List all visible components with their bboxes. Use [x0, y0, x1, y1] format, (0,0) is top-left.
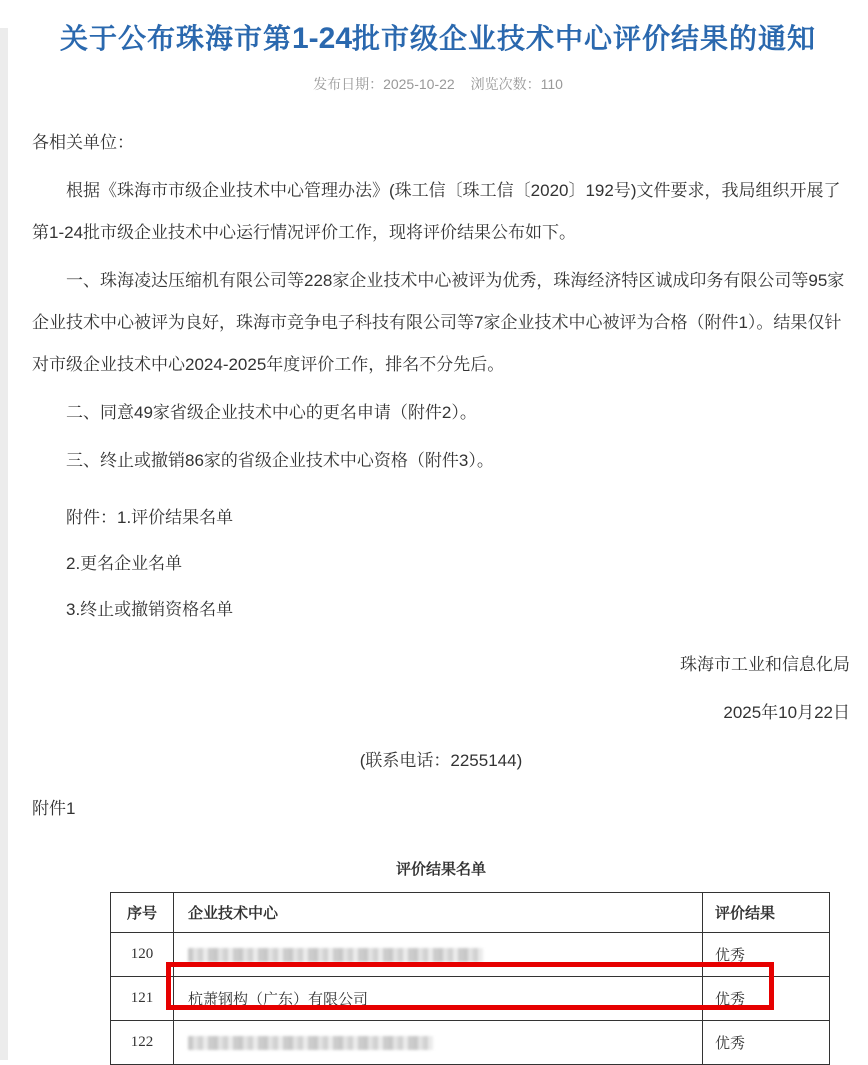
publish-date — [313, 76, 455, 92]
publish-date-value: 2025-10-22 — [383, 76, 455, 92]
page-title-prefix: 关于公布珠海市第 — [59, 23, 292, 54]
signature-date: 2025年10月22日 — [723, 703, 850, 722]
table-row — [111, 977, 830, 1021]
signature-org: 珠海市工业和信息化局 — [680, 655, 850, 674]
col-header-name: 企业技术中心 — [174, 893, 703, 933]
cell-evaluation-result: 优秀 — [703, 1021, 830, 1065]
results-table — [110, 892, 830, 1065]
view-count-label: 浏览次数： — [470, 76, 541, 92]
attachment-line: 附件：1.评价结果名单 — [66, 508, 234, 527]
table-row — [111, 933, 830, 977]
publish-meta — [8, 74, 868, 94]
table-header-row — [111, 893, 830, 933]
attachment1-label: 附件1 — [32, 799, 76, 818]
cell-evaluation-result: 优秀 — [703, 933, 830, 977]
publish-date-label: 发布日期： — [313, 76, 384, 92]
table-row — [111, 1021, 830, 1065]
paragraphs — [32, 170, 850, 482]
salutation: 各相关单位： — [32, 133, 134, 152]
results-tbody — [111, 933, 830, 1065]
view-count-value: 110 — [540, 76, 563, 92]
view-count — [471, 76, 563, 92]
redacted-company-name — [188, 948, 483, 962]
page-title-suffix: 批市级企业技术中心评价结果的通知 — [352, 23, 817, 54]
contact-phone: (联系电话：2255144) — [359, 751, 523, 770]
redacted-company-name — [188, 1036, 433, 1050]
cell-serial-number: 122 — [111, 1021, 174, 1065]
cell-company-name: 杭萧钢构（广东）有限公司 — [174, 977, 703, 1021]
page-left-gutter — [0, 28, 8, 1060]
page-title-number: 1-24 — [291, 22, 353, 55]
cell-serial-number: 121 — [111, 977, 174, 1021]
notice-page — [8, 0, 868, 1065]
paragraph: 根据《珠海市市级企业技术中心管理办法》(珠工信〔珠工信〔2020〕192号)文件要求，我局组织开展了第1-24批市级企业技术中心运行情况评价工作，现将评价结果公布如下。 — [32, 181, 841, 242]
attachment-line: 2.更名企业名单 — [66, 554, 183, 573]
paragraph: 一、珠海凌达压缩机有限公司等228家企业技术中心被评为优秀，珠海经济特区诚成印务有限公司等95家企业技术中心被评为良好，珠海市竞争电子科技有限公司等7家企业技术中心被评为合格（附件1）。结果仅针对市级企业技术中心2024-2025年度评价工作，排名不分先后。 — [32, 271, 845, 374]
paragraph: 二、同意49家省级企业技术中心的更名申请（附件2）。 — [66, 403, 477, 422]
col-header-no: 序号 — [111, 893, 174, 933]
results-table-wrap — [110, 892, 774, 1065]
col-header-result: 评价结果 — [703, 893, 830, 933]
cell-company-name — [174, 933, 703, 977]
cell-serial-number: 120 — [111, 933, 174, 977]
cell-evaluation-result: 优秀 — [703, 977, 830, 1021]
cell-company-name — [174, 1021, 703, 1065]
attachment-list — [32, 506, 850, 622]
page-title — [24, 20, 852, 58]
paragraph: 三、终止或撤销86家的省级企业技术中心资格（附件3）。 — [66, 451, 494, 470]
notice-body — [8, 94, 868, 1065]
results-table-title: 评价结果名单 — [395, 861, 486, 878]
attachment-line: 3.终止或撤销资格名单 — [66, 600, 234, 619]
